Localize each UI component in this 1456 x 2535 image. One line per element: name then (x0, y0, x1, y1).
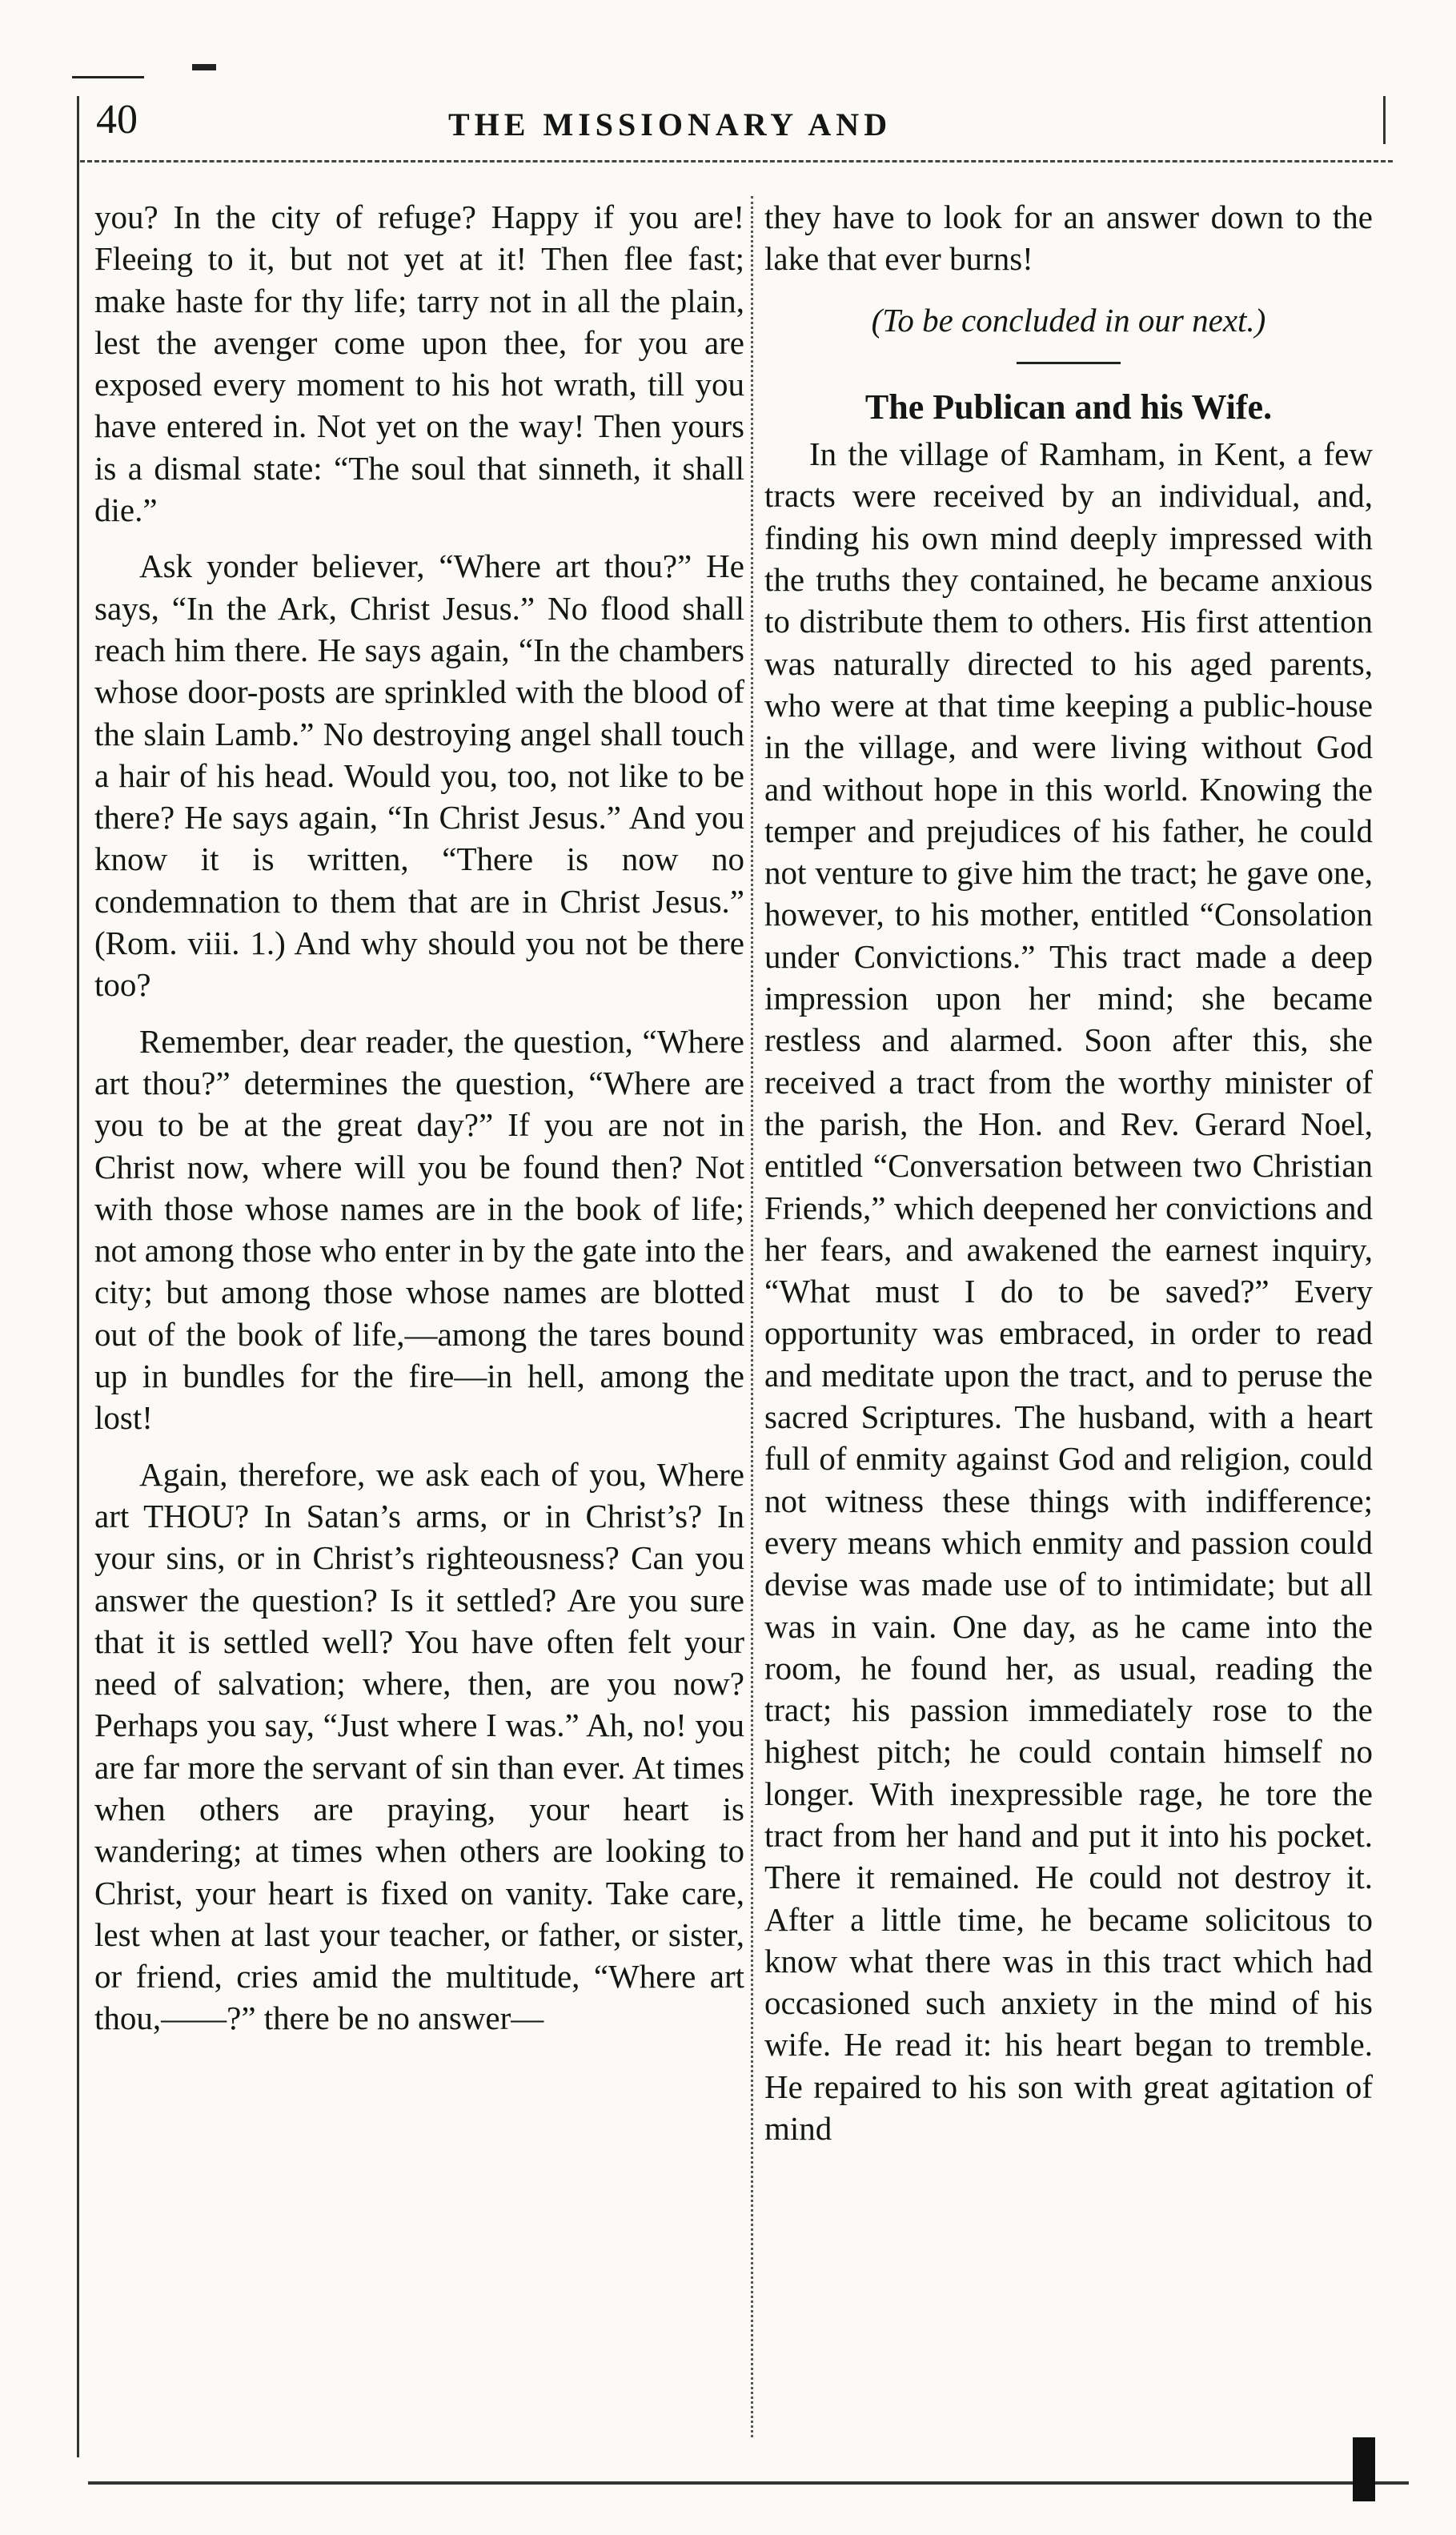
running-head: THE MISSIONARY AND (448, 106, 892, 142)
left-margin-line (77, 96, 79, 2457)
header-rule (80, 160, 1393, 162)
bottom-rule (88, 2481, 1409, 2485)
paragraph: you? In the city of refuge? Happy if you are! Fleeing to it, but not yet at it! Then flee fast; make haste for thy life; tarry not in all the plain, lest the avenger come upon thee, for you are exposed every moment to his hot wrath, till you have entered in. Not yet on the way! Then yours is a dismal state: “The soul that sinneth, it shall die.” (94, 199, 744, 529)
continued-note: (To be concluded in our next.) (871, 301, 1266, 339)
article-title: The Publican and his Wife. (864, 387, 1273, 427)
left-column (94, 196, 744, 2040)
paragraph: In the village of Ramham, in Kent, a few tracts were received by an individual, and, finding his own mind deeply impressed with the truths they contained, he became anxious to distribute them to others. His first attention was naturally directed to his aged parents, who were at that time keeping a public-house in the village, and were living without God and without hope in this world. Knowing the temper and prejudices of his father, he could not venture to give him the tract; he gave one, however, to his mother, entitled “Consolation under Convictions.” This tract made a deep impression upon her mind; she became restless and alarmed. Soon after this, she received a tract from the worthy minister of the parish, the Hon. and Rev. Gerard Noel, entitled “Conversation between two Christian Friends,” which deepened her convictions and her fears, and awakened the earnest inquiry, “What must I do to be saved?” Every opportunity was embraced, in order to read and meditate upon the tract, and to peruse the sacred Scriptures. The husband, with a heart full of enmity against God and religion, could not witness these things with indifference; every means which enmity and passion could devise was made use of to intimidate; but all was in vain. One day, as he came into the room, he found her, as usual, reading the tract; his passion immediately rose to the highest pitch; he could contain himself no longer. With inexpressible rage, he tore the tract from her hand and put it into his pocket. There it remained. He could not destroy it. After a little time, he became solicitous to know what there was in this tract which had occasioned such anxiety in the mind of his wife. He read it: his heart began to tremble. He repaired to his son with great agitation of mind (764, 435, 1373, 2148)
page-number: 40 (96, 97, 138, 142)
paragraph: Ask yonder believer, “Where art thou?” He says, “In the Ark, Christ Jesus.” No flood shall reach him there. He says again, “In the chambers whose door-posts are sprinkled with the blood of the slain Lamb.” No destroying angel shall touch a hair of his head. Would you, too, not like to be there? He says again, “In Christ Jesus.” And you know it is written, “There is now no condemnation to them that are in Christ Jesus.” (Rom. viii. 1.) And why should you not be there too? (94, 548, 744, 1004)
paragraph: Again, therefore, we ask each of you, Where art THOU? In Satan’s arms, or in Christ’s? In your sins, or in Christ’s righteousness? Can you answer the question? Is it settled? Are you sure that it is settled well? You have often felt your need of salvation; where, then, are you now? Perhaps you say, “Just where I was.” Ah, no! you are far more the servant of sin than ever. At times when others are praying, your heart is wandering; at times when others are looking to Christ, your heart is fixed on vanity. Take care, lest when at last your teacher, or father, or sister, or friend, cries amid the multitude, “Where art thou,——?” there be no answer— (94, 1455, 744, 2037)
top-mark-small (192, 64, 216, 70)
continuation-text: they have to look for an answer down to the lake that ever burns! (764, 199, 1373, 278)
top-mark (72, 76, 144, 78)
page-header (0, 96, 1456, 160)
column-divider (751, 196, 753, 2437)
right-column (764, 196, 1373, 2149)
page-edge-mark (1353, 2437, 1375, 2501)
section-rule (1017, 362, 1121, 364)
paragraph: Remember, dear reader, the question, “Where art thou?” determines the question, “Where are you to be at the great day?” If you are not in Christ now, where will you be found then? Not with those whose names are in the book of life; not among those who enter in by the gate into the city; but among those whose names are blotted out of the book of life,—among the tares bound up in bundles for the fire—in hell, among the lost! (94, 1022, 744, 1437)
